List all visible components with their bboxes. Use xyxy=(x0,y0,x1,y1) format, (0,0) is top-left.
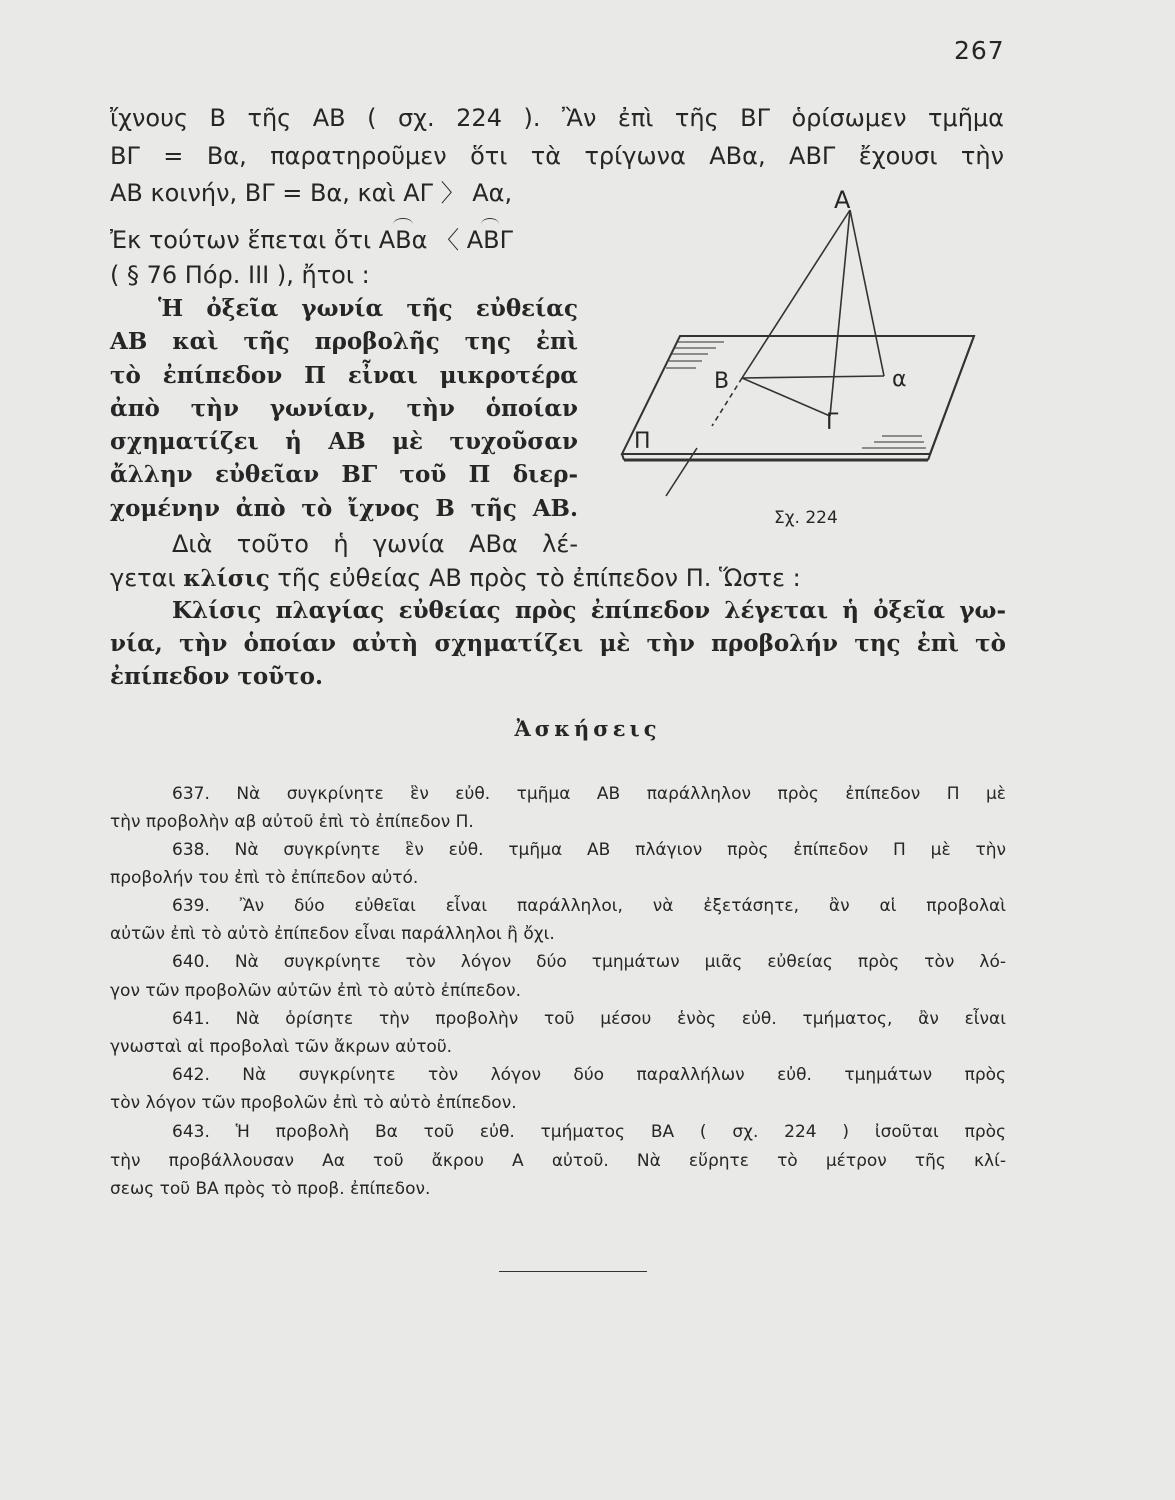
intro-line: ἴχνους Β τῆς ΑΒ ( σχ. 224 ). Ἂν ἐπὶ τῆς ΒΓ ὁρίσωμεν τμῆμα xyxy=(110,104,1004,132)
figure-caption: Σχ. 224 xyxy=(774,508,838,528)
exercise-line: 643. Ἡ προβολὴ Βα τοῦ εὐθ. τμήματος ΒΑ ( σχ. 224 ) ἰσοῦται πρὸς xyxy=(172,1122,1006,1142)
theorem-line: τὸ ἐπίπεδον Π εἶναι μικροτέρα xyxy=(110,362,578,389)
label-alpha: α xyxy=(892,367,907,392)
angle-abg: ΑΒΓ xyxy=(466,226,513,254)
theorem-line: Ἡ ὀξεῖα γωνία τῆς εὐθείας xyxy=(158,295,578,322)
klisis-before: γεται xyxy=(110,564,184,592)
line-ab xyxy=(742,210,850,378)
exercise-line: τὸν λόγον τῶν προβολῶν ἐπὶ τὸ αὐτὸ ἐπίπεδον. xyxy=(110,1093,517,1113)
line-ab-below xyxy=(666,448,697,496)
angle-aba: ΑΒα xyxy=(378,226,428,254)
theorem-line: χομένην ἀπὸ τὸ ἴχνος Β τῆς ΑΒ. xyxy=(110,495,578,522)
label-pi: Π xyxy=(634,429,651,454)
intro-line: ΑΒ κοινήν, ΒΓ = Βα, καὶ ΑΓ 〉 Αα, xyxy=(110,179,513,207)
theorem-line: ἄλλην εὐθεῖαν ΒΓ τοῦ Π διερ- xyxy=(110,461,578,488)
intro-line: ΒΓ = Βα, παρατηροῦμεν ὅτι τὰ τρίγωνα ΑΒα, ΑΒΓ ἔχουσι τὴν xyxy=(110,142,1004,170)
section-rule xyxy=(499,1271,647,1272)
less-than-sign: 〈 xyxy=(427,226,467,254)
plane-hatching xyxy=(666,342,926,448)
exercise-line: αὐτῶν ἐπὶ τὸ αὐτὸ ἐπίπεδον εἶναι παράλληλοι ἢ ὄχι. xyxy=(110,924,555,944)
exercise-line: προβολήν του ἐπὶ τὸ ἐπίπεδον αὐτό. xyxy=(110,868,419,888)
conclusion-line xyxy=(110,225,590,255)
conclusion-prefix: Ἐκ τούτων ἕπεται ὅτι xyxy=(110,226,379,254)
exercise-line: 642. Νὰ συγκρίνητε τὸν λόγον δύο παραλλήλων εὐθ. τμημάτων πρὸς xyxy=(172,1065,1006,1085)
theorem-line: ΑΒ καὶ τῆς προβολῆς της ἐπὶ xyxy=(110,328,578,355)
exercise-line: σεως τοῦ ΒΑ πρὸς τὸ προβ. ἐπίπεδον. xyxy=(110,1179,431,1199)
line-b-gamma xyxy=(742,378,830,416)
exercise-line: 638. Νὰ συγκρίνητε ἓν εὐθ. τμῆμα ΑΒ πλάγιον πρὸς ἐπίπεδον Π μὲ τὴν xyxy=(172,840,1006,860)
after-theorem-line: Διὰ τοῦτο ἡ γωνία ΑΒα λέ- xyxy=(172,530,578,558)
exercise-line: τὴν προβάλλουσαν Αα τοῦ ἄκρου Α αὐτοῦ. Νὰ εὕρητε τὸ μέτρον τῆς κλί- xyxy=(110,1151,1006,1171)
klisis-line xyxy=(110,563,910,594)
label-a: Α xyxy=(834,186,851,214)
line-a-gamma xyxy=(830,210,850,416)
figure-224 xyxy=(612,186,992,546)
exercise-line: 639. Ἂν δύο εὐθεῖαι εἶναι παράλληλοι, νὰ ἐξετάσητε, ἂν αἱ προβολαὶ xyxy=(172,896,1006,916)
page-number: 267 xyxy=(954,36,1005,65)
label-gamma: Γ xyxy=(826,410,839,435)
exercise-line: 637. Νὰ συγκρίνητε ἓν εὐθ. τμῆμα ΑΒ παράλληλον πρὸς ἐπίπεδον Π μὲ xyxy=(172,784,1006,804)
exercise-line: τὴν προβολὴν αβ αὐτοῦ ἐπὶ τὸ ἐπίπεδον Π. xyxy=(110,812,474,832)
klisis-after: τῆς εὐθείας ΑΒ πρὸς τὸ ἐπίπεδον Π. Ὥστε : xyxy=(269,564,801,592)
exercise-line: 641. Νὰ ὁρίσητε τὴν προβολὴν τοῦ μέσου ἑνὸς εὐθ. τμήματος, ἂν εἶναι xyxy=(172,1009,1006,1029)
reference-line: ( § 76 Πόρ. ΙΙΙ ), ἤτοι : xyxy=(110,261,370,289)
definition-line: Κλίσις πλαγίας εὐθείας πρὸς ἐπίπεδον λέγεται ἡ ὀξεῖα γω- xyxy=(172,597,1006,624)
definition-line: ἐπίπεδον τοῦτο. xyxy=(110,663,324,690)
label-b: Β xyxy=(714,369,730,394)
exercise-line: γνωσταὶ αἱ προβολαὶ τῶν ἄκρων αὐτοῦ. xyxy=(110,1037,453,1057)
klisis-term: κλίσις xyxy=(183,565,270,592)
line-b-alpha xyxy=(742,376,884,378)
line-a-alpha xyxy=(850,210,884,376)
definition-line: νία, τὴν ὁποίαν αὐτὴ σχηματίζει μὲ τὴν προβολήν της ἐπὶ τὸ xyxy=(110,630,1006,657)
exercise-line: 640. Νὰ συγκρίνητε τὸν λόγον δύο τμημάτων μιᾶς εὐθείας πρὸς τὸν λό- xyxy=(172,952,1006,972)
theorem-line: σχηματίζει ἡ ΑΒ μὲ τυχοῦσαν xyxy=(110,428,578,455)
theorem-line: ἀπὸ τὴν γωνίαν, τὴν ὁποίαν xyxy=(110,395,578,422)
exercise-line: γον τῶν προβολῶν αὐτῶν ἐπὶ τὸ αὐτὸ ἐπίπεδον. xyxy=(110,981,522,1001)
exercises-heading: Ἀσκήσεις xyxy=(514,716,661,741)
